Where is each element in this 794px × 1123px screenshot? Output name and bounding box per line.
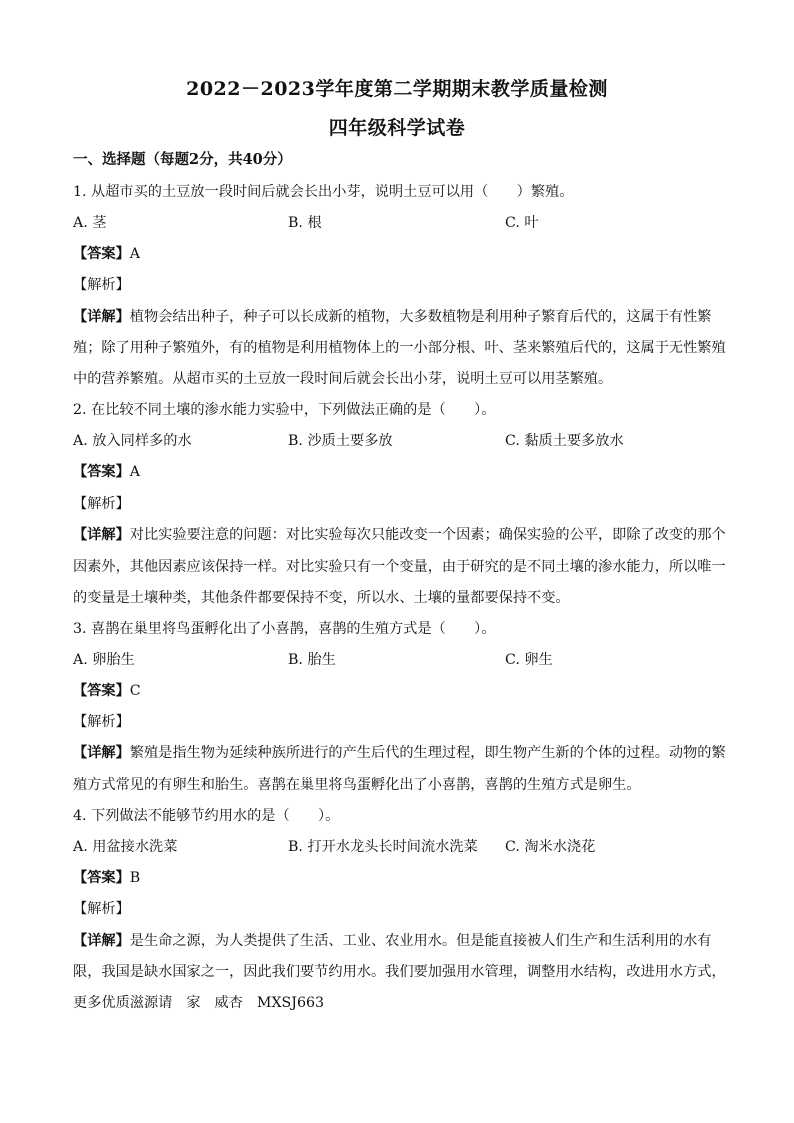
question-1-detail-line-2: 殖；除了用种子繁殖外，有的植物是利用植物体上的一小部分根、叶、茎来繁殖后代的，这属于无性繁殖 [73, 340, 726, 356]
question-4-detail-line-1 [73, 931, 733, 951]
exam-title: 2022－2023学年度第二学期期末教学质量检测 [186, 78, 608, 100]
question-4-option-b: B. 打开水龙头长时间流水洗菜 [288, 839, 478, 855]
detail-text: 繁殖是指生物为延续种族所进行的产生后代的生理过程，即生物产生新的个体的过程。动物的繁 [129, 745, 726, 761]
question-4-answer [73, 868, 733, 888]
question-2-answer [73, 462, 733, 482]
question-4-option-a: A. 用盆接水洗菜 [73, 839, 178, 855]
question-2-stem: 2. 在比较不同土壤的渗水能力实验中，下列做法正确的是（ ）。 [73, 402, 496, 418]
footer-part-2: 家 [186, 995, 201, 1011]
question-1-option-c: C. 叶 [505, 215, 539, 231]
footer-part-3: 威杏 [214, 995, 243, 1011]
detail-label: 【详解】 [73, 745, 130, 761]
section-heading: 一、选择题（每题2分，共40分） [73, 151, 292, 168]
question-1-analysis-label: 【解析】 [73, 277, 130, 293]
question-2-option-a: A. 放入同样多的水 [73, 433, 192, 449]
question-3-stem: 3. 喜鹊在巢里将鸟蛋孵化出了小喜鹊，喜鹊的生殖方式是（ ）。 [73, 621, 496, 637]
question-3-answer [73, 681, 733, 701]
question-2-analysis-label: 【解析】 [73, 496, 130, 512]
detail-text: 植物会结出种子，种子可以长成新的植物，大多数植物是利用种子繁育后代的，这属于有性繁 [129, 309, 712, 325]
detail-label: 【详解】 [73, 527, 130, 543]
answer-label: 【答案】 [73, 683, 130, 699]
question-3-option-b: B. 胎生 [288, 652, 336, 668]
answer-label: 【答案】 [73, 870, 130, 886]
detail-label: 【详解】 [73, 933, 130, 949]
exam-subtitle: 四年级科学试卷 [328, 117, 466, 139]
question-3-option-c: C. 卵生 [505, 652, 553, 668]
question-4-option-c: C. 淘米水浇花 [505, 839, 596, 855]
question-2-detail-line-2: 因素外，其他因素应该保持一样。对比实验只有一个变量，由于研究的是不同土壤的渗水能力，所以唯一 [73, 559, 726, 575]
answer-value: B [129, 870, 141, 886]
question-3-option-a: A. 卵胎生 [73, 652, 135, 668]
question-1-stem: 1. 从超市买的土豆放一段时间后就会长出小芽，说明土豆可以用（ ）繁殖。 [73, 184, 574, 200]
footer-watermark-text [73, 993, 733, 1013]
answer-value: A [129, 464, 141, 480]
question-2-detail-line-3: 的变量是土壤种类，其他条件都要保持不变，所以水、土壤的量都要保持不变。 [73, 590, 570, 606]
question-3-detail-line-2: 殖方式常见的有卵生和胎生。喜鹊在巢里将鸟蛋孵化出了小喜鹊，喜鹊的生殖方式是卵生。 [73, 777, 641, 793]
question-3-analysis-label: 【解析】 [73, 714, 130, 730]
detail-label: 【详解】 [73, 309, 130, 325]
question-1-option-b: B. 根 [288, 215, 322, 231]
question-1-detail-line-1 [73, 307, 733, 327]
question-4-analysis-label: 【解析】 [73, 901, 130, 917]
question-2-option-c: C. 黏质土要多放水 [505, 433, 624, 449]
answer-value: C [129, 683, 141, 699]
answer-label: 【答案】 [73, 246, 130, 262]
question-1-answer [73, 244, 733, 264]
question-2-option-b: B. 沙质土要多放 [288, 433, 393, 449]
question-1-detail-line-3: 中的营养繁殖。从超市买的土豆放一段时间后就会长出小芽，说明土豆可以用茎繁殖。 [73, 371, 613, 387]
question-4-detail-line-2: 限，我国是缺水国家之一，因此我们要节约用水。我们要加强用水管理，调整用水结构，改进用水方式， [73, 964, 726, 980]
question-4-stem: 4. 下列做法不能够节约用水的是（ ）。 [73, 808, 340, 824]
footer-part-1: 更多优质滋源请 [73, 995, 173, 1011]
answer-label: 【答案】 [73, 464, 130, 480]
footer-part-4: MXSJ663 [256, 995, 325, 1011]
question-2-detail-line-1 [73, 525, 733, 545]
detail-text: 是生命之源，为人类提供了生活、工业、农业用水。但是能直接被人们生产和生活利用的水有 [129, 933, 712, 949]
question-3-detail-line-1 [73, 743, 733, 763]
detail-text: 对比实验要注意的问题：对比实验每次只能改变一个因素；确保实验的公平，即除了改变的那个 [129, 527, 726, 543]
answer-value: A [129, 246, 141, 262]
question-1-option-a: A. 茎 [73, 215, 107, 231]
